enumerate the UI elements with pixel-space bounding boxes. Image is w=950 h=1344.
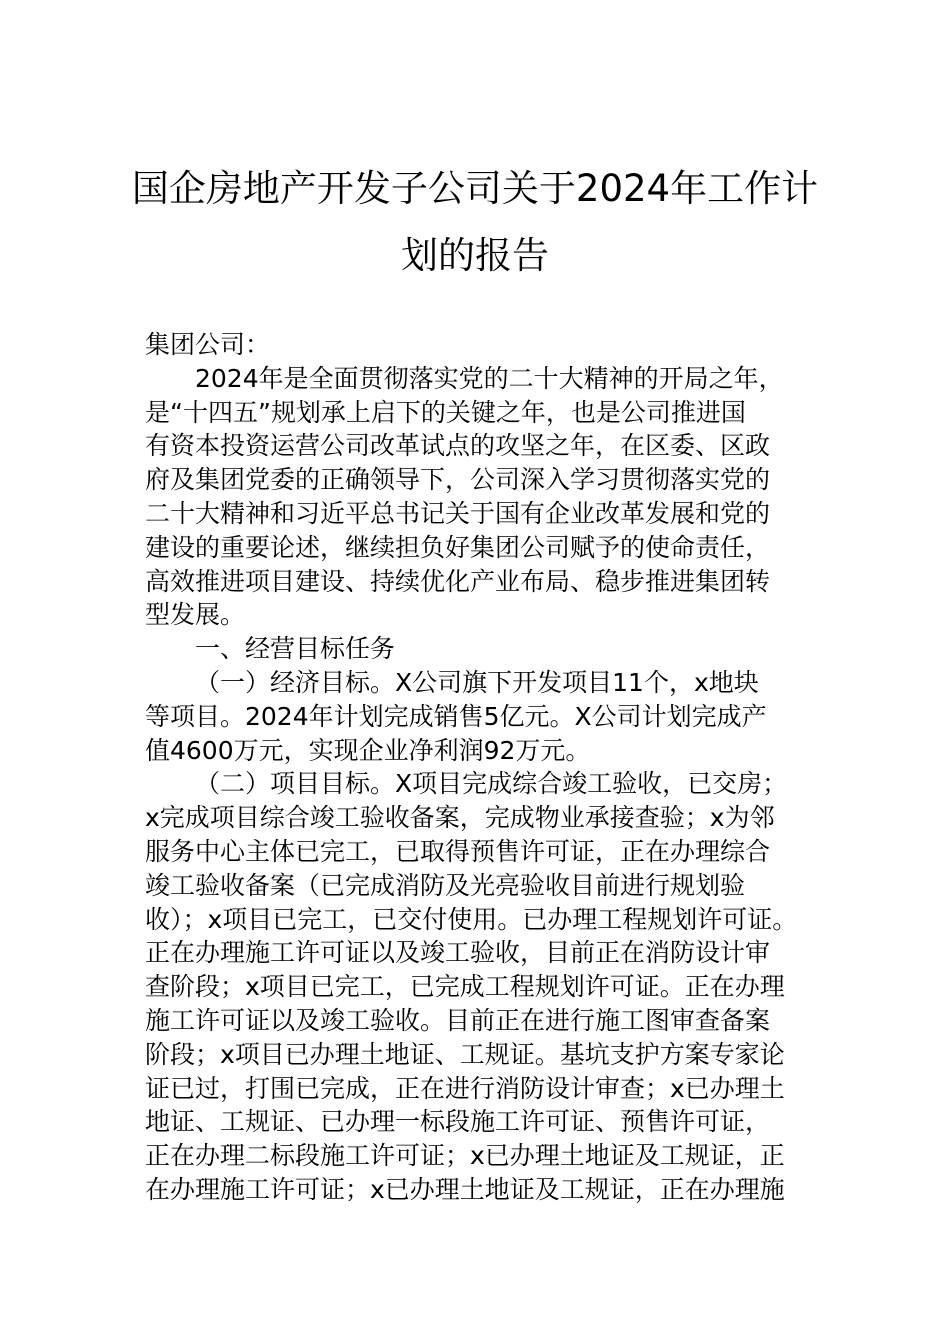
body-text-line: （一）经济目标。X公司旗下开发项目11个，x地块	[195, 668, 759, 697]
body-text-line: 一、经营目标任务	[195, 634, 396, 664]
body-text-line: x完成项目综合竣工验收备案，完成物业承接查验；x为邻	[145, 803, 775, 833]
body-text-line: 集团公司：	[145, 330, 271, 359]
body-text-line: 是“十四五”规划承上启下的关键之年，也是公司推进国	[145, 397, 746, 427]
body-text-line: 正在办理施工许可证以及竣工验收，目前正在消防设计审	[145, 938, 771, 968]
body-text-line: 服务中心主体已完工，已取得预售许可证，正在办理综合	[145, 837, 771, 866]
body-text-line: 值4600万元，实现企业净利润92万元。	[145, 735, 591, 765]
body-text-line: （二）项目目标。X项目完成综合竣工验收，已交房；	[195, 769, 788, 799]
body-text-line: 施工许可证以及竣工验收。目前正在进行施工图审查备案	[145, 1006, 771, 1035]
body-text-line: 二十大精神和习近平总书记关于国有企业改革发展和党的	[145, 499, 771, 528]
body-text-line: 查阶段；x项目已完工，已完成工程规划许可证。正在办理	[145, 972, 785, 1002]
body-text-line: 2024年是全面贯彻落实党的二十大精神的开局之年，	[195, 363, 784, 393]
body-text-line: 高效推进项目建设、持续优化产业布局、稳步推进集团转	[145, 566, 771, 596]
body-text-line: 阶段；x项目已办理土地证、工规证。基坑支护方案专家论	[145, 1039, 785, 1069]
body-text-line: 等项目。2024年计划完成销售5亿元。X公司计划完成产	[145, 701, 767, 731]
body-text-line: 有资本投资运营公司改革试点的攻坚之年，在区委、区政	[145, 431, 771, 461]
body-text-line: 府及集团党委的正确领导下，公司深入学习贯彻落实党的	[145, 465, 771, 495]
body-text-line: 竣工验收备案（已完成消防及光亮验收目前进行规划验	[145, 870, 746, 900]
body-text-line: 在办理施工许可证；x已办理土地证及工规证，正在办理施	[145, 1175, 785, 1204]
body-text-line: 证已过，打围已完成，正在进行消防设计审查；x已办理土	[145, 1073, 785, 1103]
document-title-line-1: 国企房地产开发子公司关于2024年工作计	[131, 167, 819, 210]
document-title-line-2: 划的报告	[401, 234, 549, 277]
body-text-line: 正在办理二标段施工许可证；x已办理土地证及工规证，正	[145, 1141, 785, 1171]
body-text-line: 型发展。	[145, 600, 246, 630]
body-text-line: 建设的重要论述，继续担负好集团公司赋予的使命责任，	[145, 532, 771, 562]
body-text-line: 收）；x项目已完工，已交付使用。已办理工程规划许可证。	[145, 904, 798, 934]
body-text-line: 地证、工规证、已办理一标段施工许可证、预售许可证，	[145, 1107, 771, 1137]
